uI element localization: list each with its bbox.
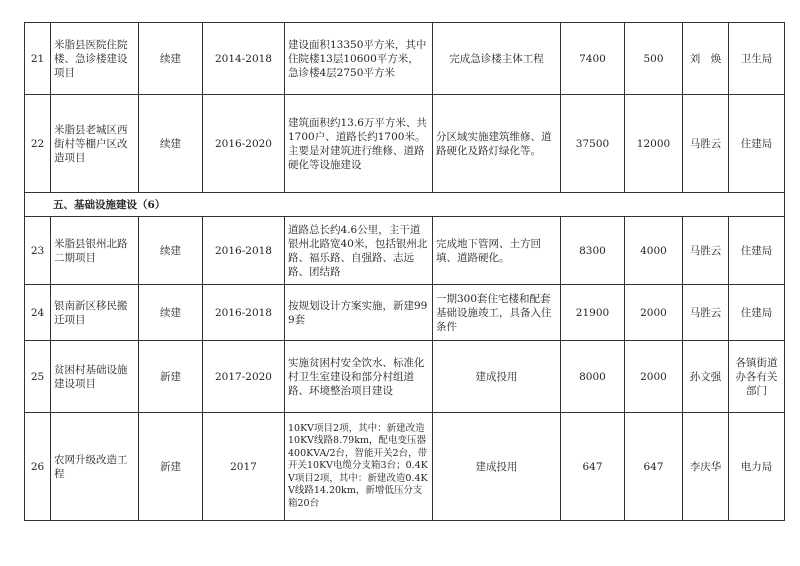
project-period: 2014-2018 [203,23,285,95]
planned-investment: 4000 [625,217,683,285]
project-period: 2017-2020 [203,341,285,413]
section-header-row [25,193,785,217]
project-period: 2017 [203,413,285,521]
annual-target: 完成急诊楼主体工程 [433,23,561,95]
project-content: 建筑面积约13.6万平方米、共1700户、道路长约1700米。主要是对建筑进行维修、道路硬化等设施建设 [285,95,433,193]
responsible-leader: 孙文强 [683,341,729,413]
responsible-leader: 马胜云 [683,95,729,193]
planned-investment: 12000 [625,95,683,193]
project-name: 农网升级改造工程 [51,413,139,521]
project-name: 米脂县医院住院楼、急诊楼建设项目 [51,23,139,95]
project-content: 建设面积13350平方米，其中住院楼13层10600平方米，急诊楼4层2750平方米 [285,23,433,95]
responsible-unit: 住建局 [729,95,785,193]
project-name: 米脂县老城区西街村等棚户区改造项目 [51,95,139,193]
responsible-unit: 住建局 [729,285,785,341]
planned-investment: 647 [625,413,683,521]
project-name: 贫困村基础设施建设项目 [51,341,139,413]
planned-investment: 500 [625,23,683,95]
project-nature: 续建 [139,23,203,95]
responsible-leader: 刘 焕 [683,23,729,95]
row-number: 24 [25,285,51,341]
responsible-leader: 马胜云 [683,285,729,341]
table-row [25,23,785,95]
project-nature: 新建 [139,341,203,413]
project-content: 道路总长约4.6公里，主干道银州北路宽40米，包括银州北路、福乐路、自强路、志远路、团结路 [285,217,433,285]
responsible-unit: 住建局 [729,217,785,285]
responsible-leader: 李庆华 [683,413,729,521]
table-row [25,217,785,285]
table-row [25,285,785,341]
planned-investment: 2000 [625,285,683,341]
project-table [24,22,785,521]
total-investment: 7400 [561,23,625,95]
project-nature: 续建 [139,95,203,193]
project-content: 10KV项目2项，其中：新建改造10KV线路8.79km，配电变压器400KVA/2台，智能开关2台，带开关10KV电缆分支箱3台；0.4KV项目2项，其中：新建改造0.4KV线路14.20km，新增低压分支箱20台 [285,413,433,521]
responsible-unit: 电力局 [729,413,785,521]
project-content: 按规划设计方案实施，新建999套 [285,285,433,341]
project-period: 2016-2018 [203,285,285,341]
project-name: 米脂县银州北路二期项目 [51,217,139,285]
project-content: 实施贫困村安全饮水、标准化村卫生室建设和部分村组道路、环境整治项目建设 [285,341,433,413]
table-row [25,95,785,193]
row-number: 21 [25,23,51,95]
responsible-unit: 卫生局 [729,23,785,95]
project-period: 2016-2018 [203,217,285,285]
annual-target: 建成投用 [433,413,561,521]
annual-target: 一期300套住宅楼和配套基础设施竣工，具备入住条件 [433,285,561,341]
annual-target: 分区域实施建筑维修、道路硬化及路灯绿化等。 [433,95,561,193]
responsible-unit: 各镇街道办各有关部门 [729,341,785,413]
responsible-leader: 马胜云 [683,217,729,285]
project-nature: 续建 [139,217,203,285]
total-investment: 37500 [561,95,625,193]
project-name: 银南新区移民搬迁项目 [51,285,139,341]
section-title: 五、基础设施建设（6） [25,193,785,217]
table-row [25,413,785,521]
project-nature: 续建 [139,285,203,341]
row-number: 22 [25,95,51,193]
total-investment: 21900 [561,285,625,341]
annual-target: 建成投用 [433,341,561,413]
total-investment: 8000 [561,341,625,413]
annual-target: 完成地下管网、土方回填、道路硬化。 [433,217,561,285]
row-number: 25 [25,341,51,413]
total-investment: 8300 [561,217,625,285]
total-investment: 647 [561,413,625,521]
row-number: 26 [25,413,51,521]
row-number: 23 [25,217,51,285]
project-period: 2016-2020 [203,95,285,193]
table-row [25,341,785,413]
planned-investment: 2000 [625,341,683,413]
project-nature: 新建 [139,413,203,521]
